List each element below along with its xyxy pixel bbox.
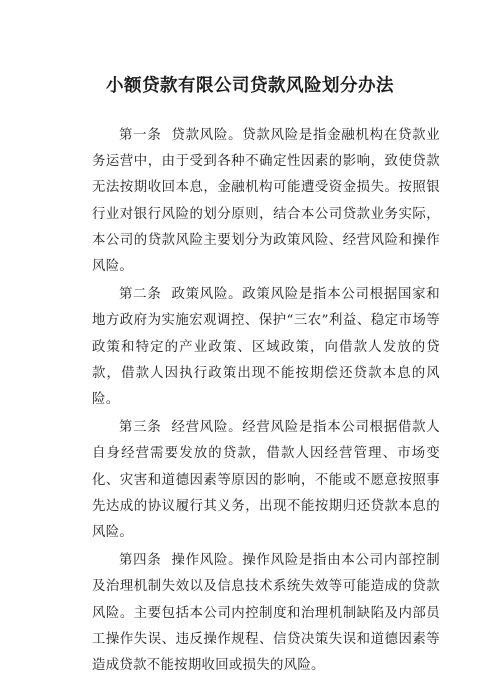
article-1-text: 贷款风险。贷款风险是指金融机构在贷款业务运营中，由于受到各种不确定性因素的影响，致使贷款无法按期收回本息，金融机构可能遭受资金损失。按照银行业对银行风险的划分原则，结合本公司贷款业务实际，本公司的贷款风险主要划分为政策风险、经营风险和操作风险。 bbox=[92, 128, 441, 275]
article-2-label: 第二条 bbox=[119, 287, 162, 303]
document-body bbox=[92, 123, 440, 679]
article-1 bbox=[92, 123, 440, 280]
article-3 bbox=[92, 415, 440, 546]
article-1-label: 第一条 bbox=[119, 128, 162, 143]
article-2-text: 政策风险。政策风险是指本公司根据国家和地方政府为实施宏观调控、保护“三农”利益、稳定市场等政策和特定的产业政策、区域政策，向借款人发放的贷款，借款人因执行政策出现不能按期偿还贷款本息的风险。 bbox=[92, 287, 441, 408]
article-3-label: 第三条 bbox=[119, 420, 162, 436]
article-4-label: 第四条 bbox=[119, 553, 162, 569]
article-3-text: 经营风险。经营风险是指本公司根据借款人自身经营需要发放的贷款，借款人因经营管理、市场变化、灾害和道德因素等原因的影响，不能或不愿意按照事先达成的协议履行其义务，出现不能按期归还贷款本息的风险。 bbox=[92, 420, 441, 541]
article-4-text: 操作风险。操作风险是指由本公司内部控制及治理机制失效以及信息技术系统失效等可能造成的贷款风险。主要包括本公司内控制度和治理机制缺陷及内部员工操作失误、违反操作规程、信贷决策失误和道德因素等造成贷款不能按期收回或损失的风险。 bbox=[92, 553, 441, 674]
document-title: 小额贷款有限公司贷款风险划分办法 bbox=[106, 76, 394, 96]
article-2 bbox=[92, 282, 440, 413]
article-4 bbox=[92, 548, 440, 679]
